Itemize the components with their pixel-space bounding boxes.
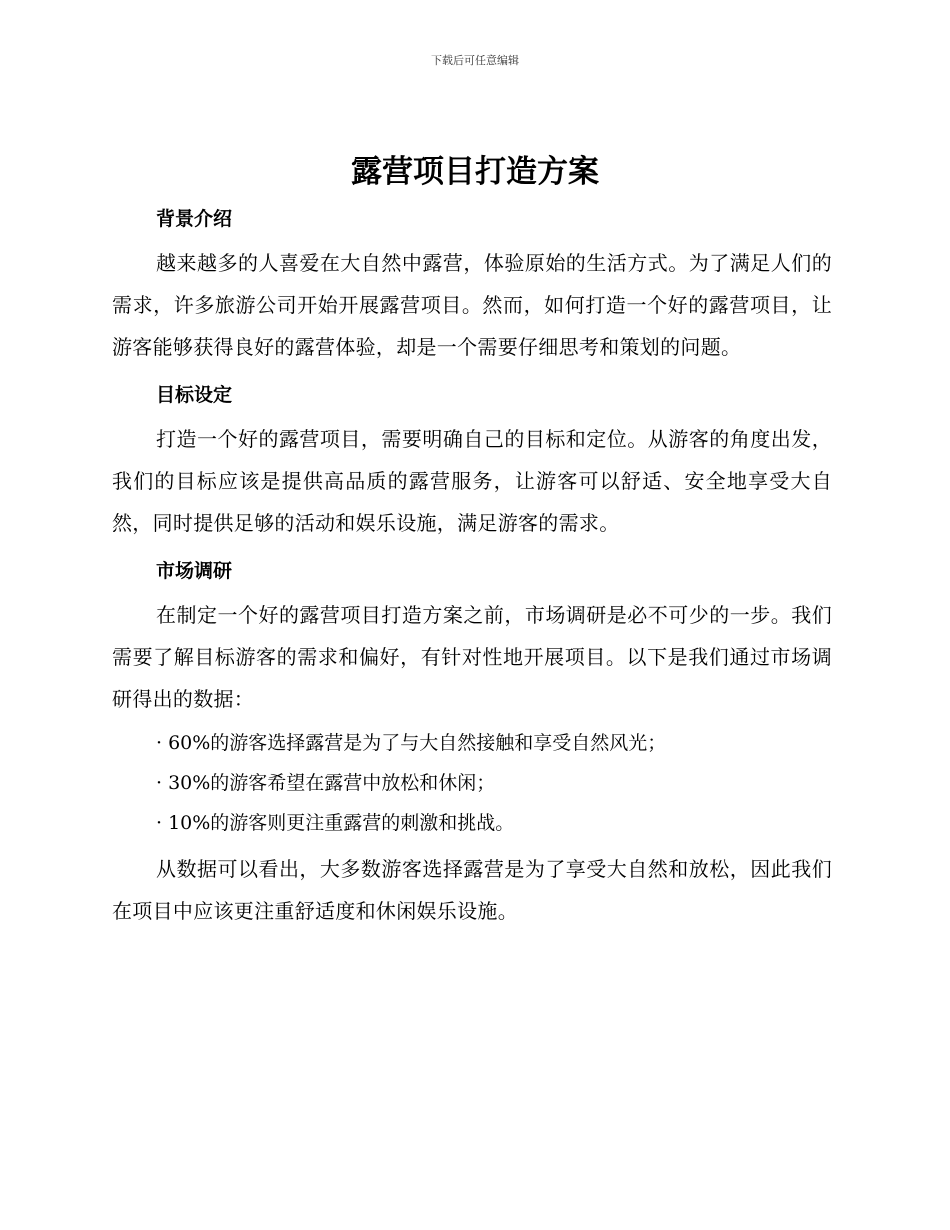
list-item: · 30%的游客希望在露营中放松和休闲； xyxy=(156,772,496,794)
section-heading-background: 背景介绍 xyxy=(156,208,233,230)
survey-bullet-list xyxy=(112,726,832,840)
list-item: · 10%的游客则更注重露营的刺激和挑战。 xyxy=(156,812,515,834)
header-note: 下载后可任意编辑 xyxy=(431,54,519,67)
section-heading-goals: 目标设定 xyxy=(156,384,233,406)
paragraph-goals: 打造一个好的露营项目，需要明确自己的目标和定位。从游客的角度出发，我们的目标应该是提供高品质的露营服务，让游客可以舒适、安全地享受大自然，同时提供足够的活动和娱乐设施，满足游客的需求。 xyxy=(112,427,832,535)
paragraph-market-research: 在制定一个好的露营项目打造方案之前，市场调研是必不可少的一步。我们需要了解目标游客的需求和偏好，有针对性地开展项目。以下是我们通过市场调研得出的数据： xyxy=(112,603,832,711)
paragraph-background: 越来越多的人喜爱在大自然中露营，体验原始的生活方式。为了满足人们的需求，许多旅游公司开始开展露营项目。然而，如何打造一个好的露营项目，让游客能够获得良好的露营体验，却是一个需要仔细思考和策划的问题。 xyxy=(112,251,832,359)
list-item: · 60%的游客选择露营是为了与大自然接触和享受自然风光； xyxy=(156,732,667,754)
section-heading-market-research: 市场调研 xyxy=(156,560,233,582)
paragraph-conclusion: 从数据可以看出，大多数游客选择露营是为了享受大自然和放松，因此我们在项目中应该更注重舒适度和休闲娱乐设施。 xyxy=(112,857,832,923)
document-title: 露营项目打造方案 xyxy=(351,154,599,190)
document-body xyxy=(112,202,832,932)
